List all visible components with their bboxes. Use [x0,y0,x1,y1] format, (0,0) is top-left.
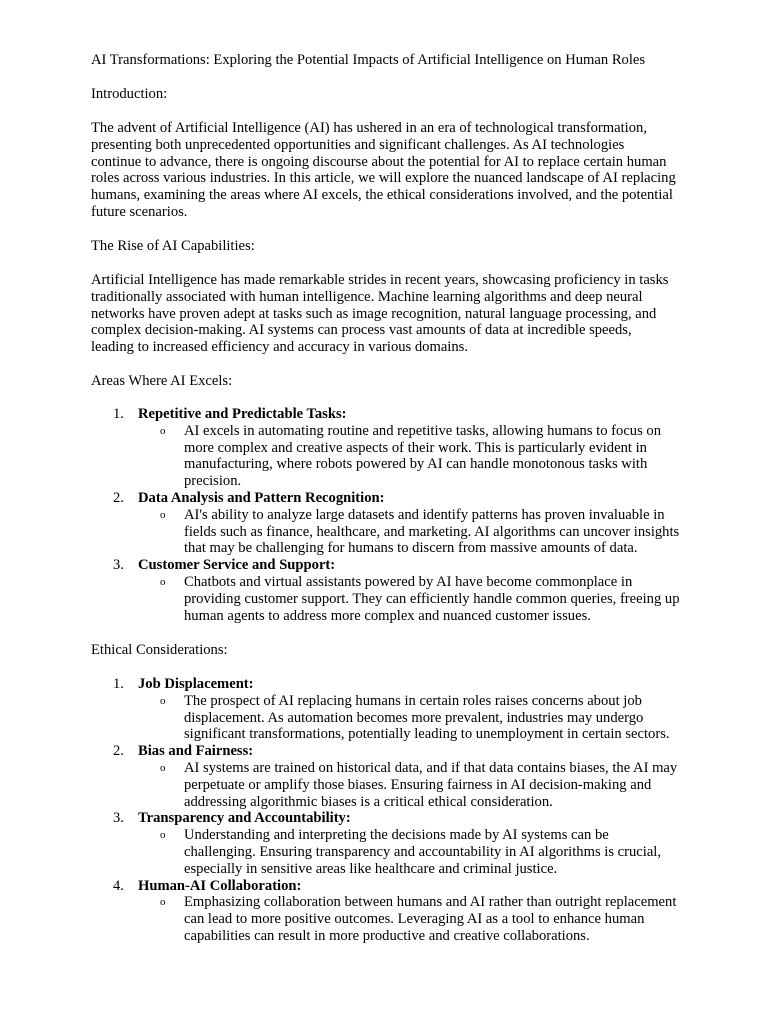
item-number: 1. [113,406,124,422]
bullet-line: addressing algorithmic biases is a critical ethical consideration. [184,793,553,810]
bullet-line: AI excels in automating routine and repetitive tasks, allowing humans to focus on [184,422,662,439]
bullet-line: perpetuate or amplify those biases. Ensuring fairness in AI decision-making and [184,776,652,793]
item-label: Transparency and Accountability: [138,810,351,827]
bullet-line: Understanding and interpreting the decisions made by AI systems can be [184,827,609,844]
bullet-line: Emphasizing collaboration between humans and AI rather than outright replacement [184,894,677,911]
bullet-line: providing customer support. They can efficiently handle common queries, freeing up [184,590,680,607]
bullet-line: significant transformations, potentially leading to unemployment in certain sectors. [184,726,670,743]
excels-heading: Areas Where AI Excels: [91,373,233,389]
sub-bullet [91,894,731,944]
circle-bullet-icon: o [160,896,166,909]
paragraph-line: humans, examining the areas where AI excels, the ethical considerations involved, and the potential [91,187,673,204]
bullet-line: can lead to more positive outcomes. Leveraging AI as a tool to enhance human [184,911,645,928]
ethics-list [91,676,731,945]
sub-bullet [91,423,731,490]
paragraph-line: The advent of Artificial Intelligence (AI) has ushered in an era of technological transformation, [91,120,647,136]
intro-paragraph [91,120,731,221]
paragraph-line: leading to increased efficiency and accuracy in various domains. [91,339,468,356]
bullet-line: more complex and creative aspects of their work. This is particularly evident in [184,439,647,456]
item-label: Data Analysis and Pattern Recognition: [138,489,385,506]
list-item [91,743,731,810]
paragraph-line: traditionally associated with human intelligence. Machine learning algorithms and deep neural [91,288,643,305]
item-number: 3. [113,810,124,827]
paragraph-line: presenting both unprecedented opportunities and significant challenges. As AI technologies [91,136,625,153]
bullet-line: that may be challenging for humans to discern from massive amounts of data. [184,540,638,557]
circle-bullet-icon: o [160,575,166,588]
list-item [91,557,731,624]
list-item [91,490,731,557]
intro-heading: Introduction: [91,86,168,102]
paragraph-line: networks have proven adept at tasks such as image recognition, natural language processing, and [91,305,657,322]
sub-bullet [91,693,731,743]
rise-paragraph [91,272,731,356]
excels-list [91,406,731,624]
document-title: AI Transformations: Exploring the Potential Impacts of Artificial Intelligence on Human Roles [91,52,646,68]
list-item [91,878,731,945]
item-label: Job Displacement: [138,676,254,692]
bullet-line: AI systems are trained on historical data, and if that data contains biases, the AI may [184,759,678,776]
paragraph-line: complex decision-making. AI systems can process vast amounts of data at incredible speeds, [91,322,632,339]
list-item [91,676,731,743]
bullet-line: AI's ability to analyze large datasets and identify patterns has proven invaluable in [184,506,665,523]
paragraph-line: Artificial Intelligence has made remarkable strides in recent years, showcasing proficiency in tasks [91,272,669,288]
item-number: 2. [113,489,124,506]
paragraph-line: roles across various industries. In this article, we will explore the nuanced landscape of AI replacing [91,170,676,187]
item-label: Bias and Fairness: [138,743,254,760]
bullet-line: human agents to address more complex and nuanced customer issues. [184,607,591,624]
bullet-line: precision. [184,473,242,490]
circle-bullet-icon: o [160,761,166,774]
bullet-line: fields such as finance, healthcare, and marketing. AI algorithms can uncover insights [184,523,680,540]
circle-bullet-icon: o [160,829,166,842]
item-number: 1. [113,676,124,692]
ethics-heading: Ethical Considerations: [91,642,228,658]
bullet-line: manufacturing, where robots powered by AI can handle monotonous tasks with [184,456,648,473]
item-label: Repetitive and Predictable Tasks: [138,406,347,422]
sub-bullet [91,507,731,557]
circle-bullet-icon: o [160,424,166,437]
bullet-line: capabilities can result in more productive and creative collaborations. [184,927,590,944]
circle-bullet-icon: o [160,694,166,707]
paragraph-line: future scenarios. [91,203,188,220]
list-item [91,406,731,490]
item-label: Human-AI Collaboration: [138,877,302,894]
bullet-line: displacement. As automation becomes more prevalent, industries may undergo [184,709,644,726]
item-number: 4. [113,877,124,894]
item-number: 2. [113,743,124,760]
bullet-line: challenging. Ensuring transparency and accountability in AI algorithms is crucial, [184,843,661,860]
item-number: 3. [113,557,124,574]
rise-heading: The Rise of AI Capabilities: [91,238,255,254]
sub-bullet [91,574,731,624]
sub-bullet [91,827,731,877]
bullet-line: Chatbots and virtual assistants powered by AI have become commonplace in [184,573,633,590]
item-label: Customer Service and Support: [138,557,336,574]
sub-bullet [91,760,731,810]
circle-bullet-icon: o [160,508,166,521]
paragraph-line: continue to advance, there is ongoing discourse about the potential for AI to replace certain human [91,153,667,170]
bullet-line: especially in sensitive areas like healthcare and criminal justice. [184,860,558,877]
bullet-line: The prospect of AI replacing humans in certain roles raises concerns about job [184,692,642,709]
list-item [91,810,731,877]
